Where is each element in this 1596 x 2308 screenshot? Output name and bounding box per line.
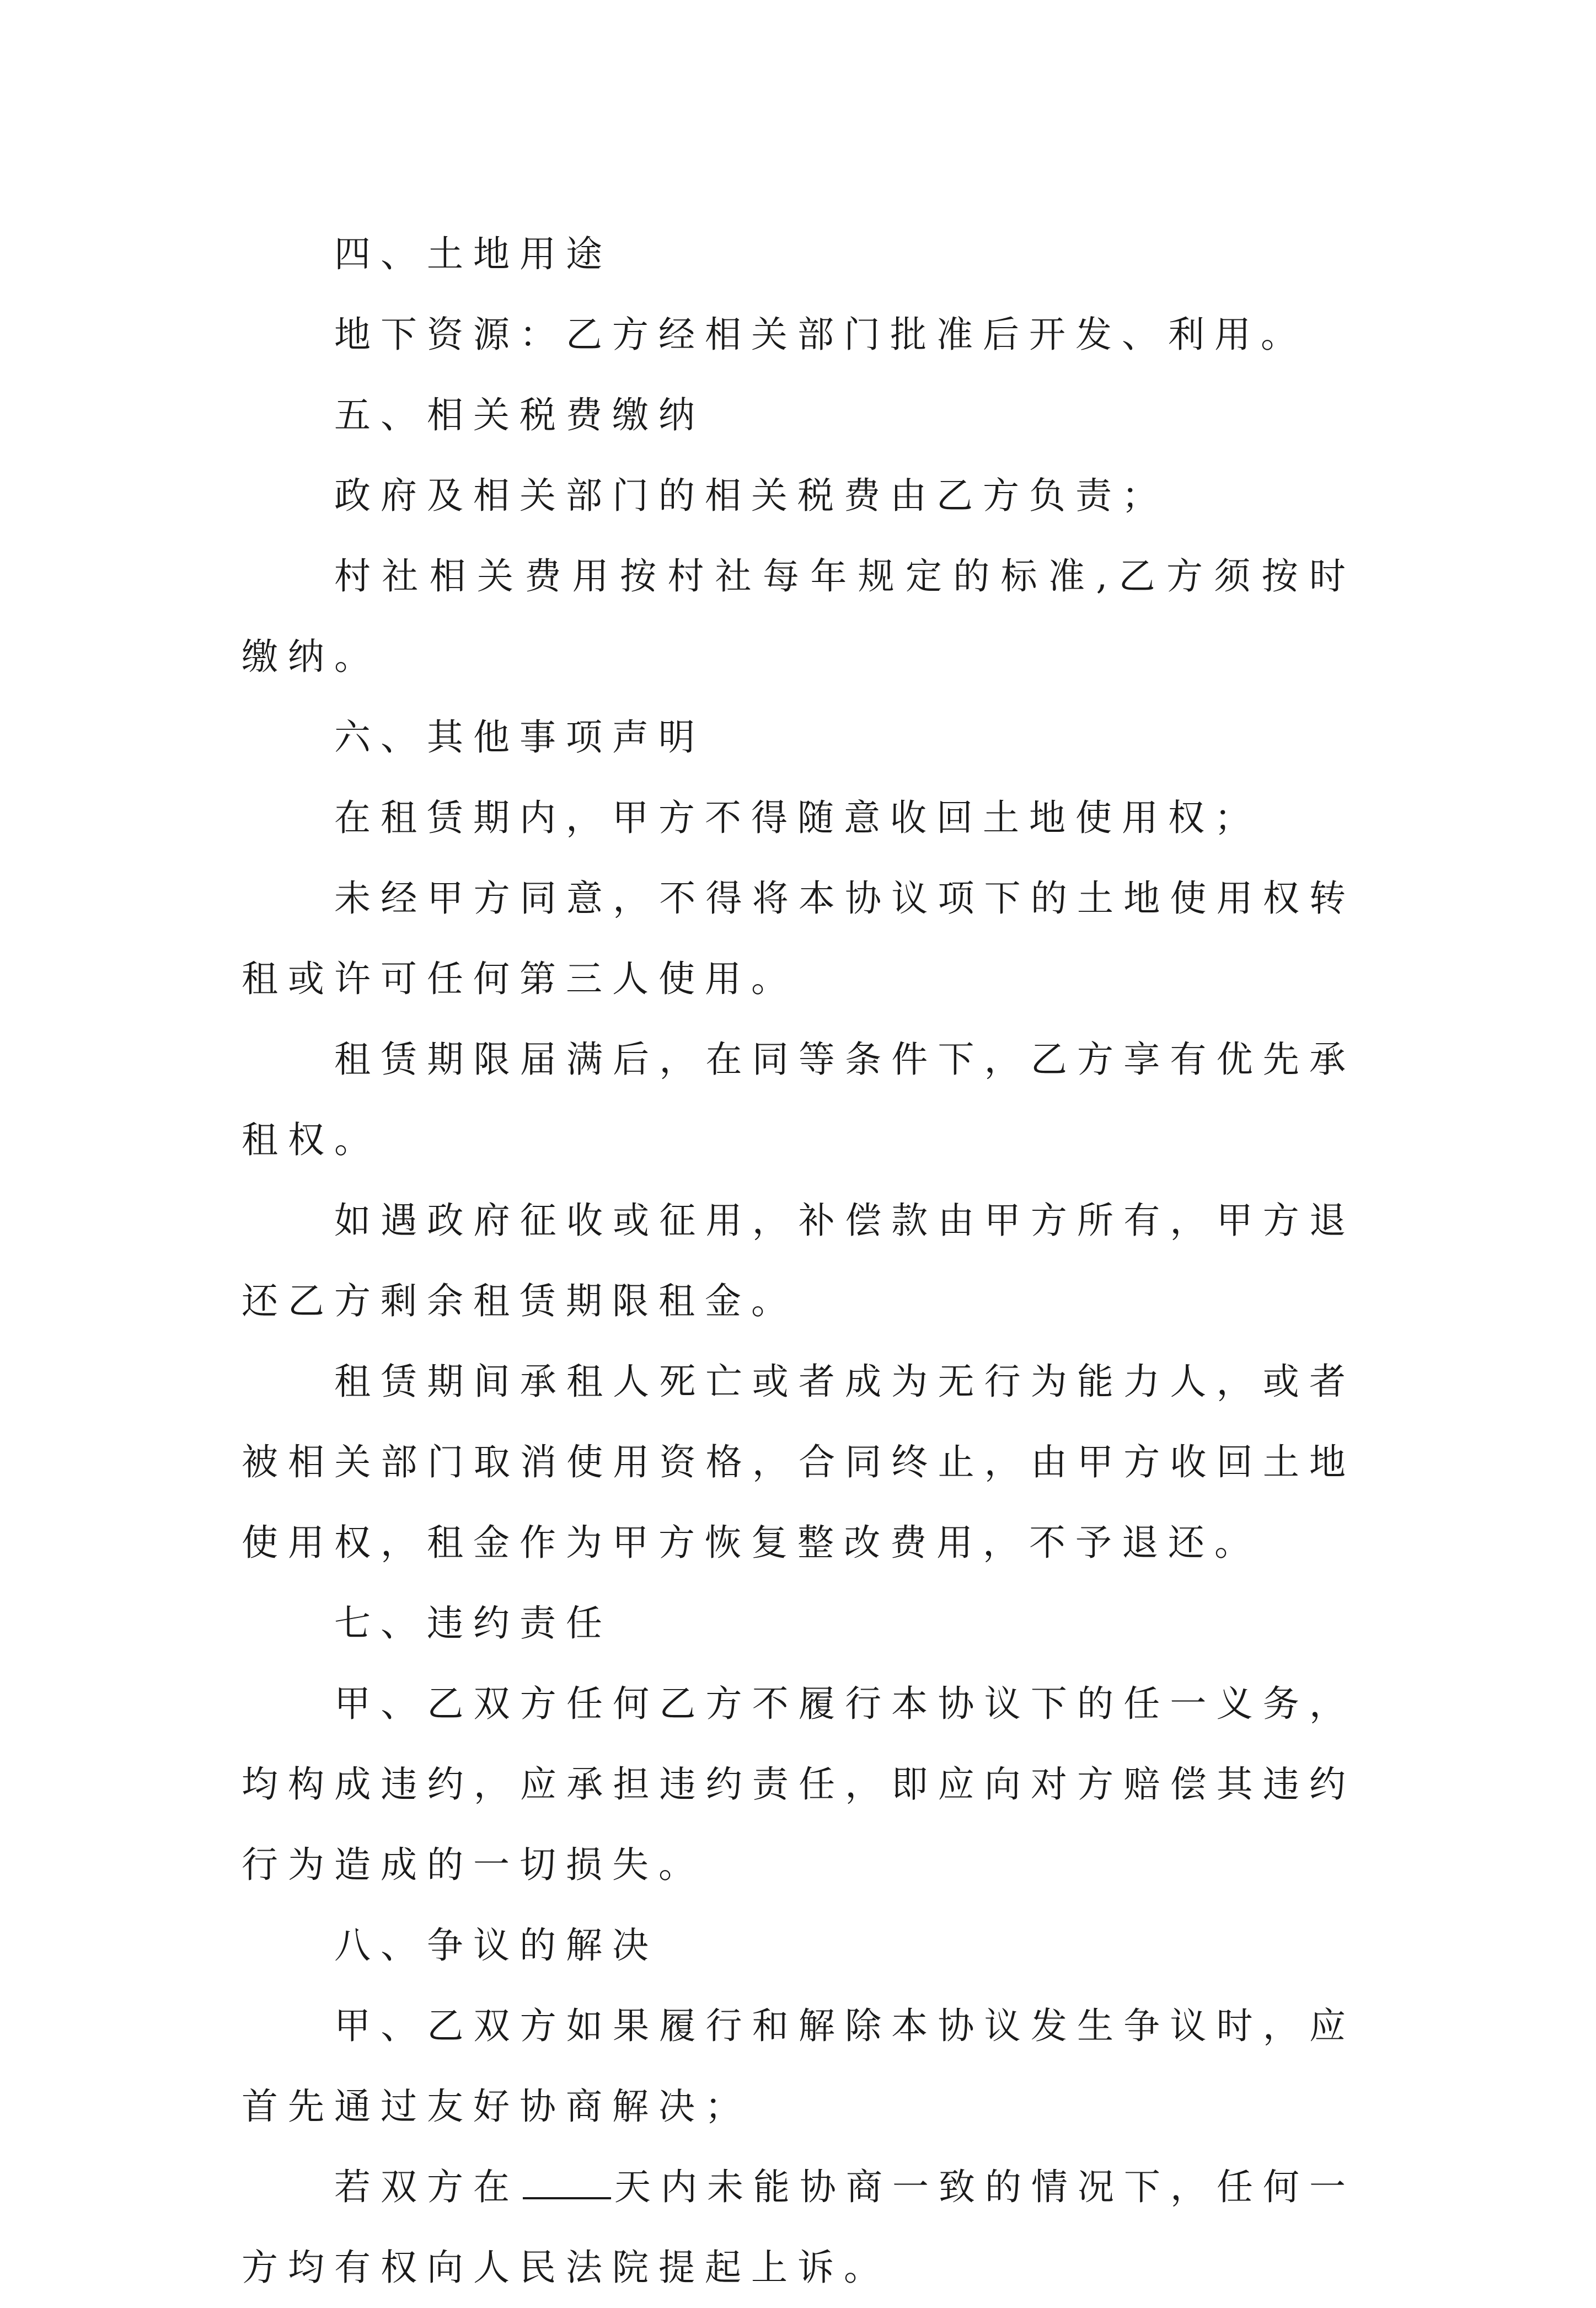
section-7-heading: 七、违约责任 bbox=[334, 1602, 612, 1644]
section-8-paragraph-2-after-blank: 天内未能协商一致的情况下，任何一方均有权向人民法院提起上诉。 bbox=[242, 2166, 1356, 2289]
section-8-heading: 八、争议的解决 bbox=[334, 1924, 658, 1967]
section-6-paragraph-2: 未经甲方同意，不得将本协议项下的土地使用权转租或许可任何第三人使用。 bbox=[242, 877, 1356, 1000]
document-body bbox=[242, 214, 1356, 2308]
section-8-paragraph-2 bbox=[242, 2147, 1356, 2308]
section-6-paragraph-3: 租赁期限届满后，在同等条件下，乙方享有优先承租权。 bbox=[242, 1038, 1356, 1161]
section-6-heading: 六、其他事项声明 bbox=[334, 716, 705, 758]
section-4-paragraph-1: 地下资源：乙方经相关部门批准后开发、利用。 bbox=[334, 313, 1307, 356]
section-5-paragraph-1: 政府及相关部门的相关税费由乙方负责； bbox=[334, 474, 1168, 517]
section-5-paragraph-2: 村社相关费用按村社每年规定的标准,乙方须按时缴纳。 bbox=[242, 555, 1356, 678]
section-5-heading: 五、相关税费缴纳 bbox=[334, 394, 705, 436]
section-6-paragraph-1: 在租赁期内，甲方不得随意收回土地使用权； bbox=[334, 797, 1261, 839]
section-6-paragraph-4: 如遇政府征收或征用，补偿款由甲方所有，甲方退还乙方剩余租赁期限租金。 bbox=[242, 1199, 1356, 1322]
fill-in-blank-days bbox=[523, 2164, 611, 2199]
section-8-paragraph-2-before-blank: 若双方在 bbox=[334, 2166, 519, 2208]
section-8-paragraph-1: 甲、乙双方如果履行和解除本协议发生争议时，应首先通过友好协商解决； bbox=[242, 2005, 1356, 2128]
section-6-paragraph-5: 租赁期间承租人死亡或者成为无行为能力人，或者被相关部门取消使用资格，合同终止，由甲方收回土地使用权，租金作为甲方恢复整改费用，不予退还。 bbox=[242, 1360, 1356, 1564]
section-7-paragraph-1: 甲、乙双方任何乙方不履行本协议下的任一义务，均构成违约，应承担违约责任，即应向对方赔偿其违约行为造成的一切损失。 bbox=[242, 1682, 1356, 1886]
section-4-heading: 四、土地用途 bbox=[334, 233, 612, 275]
